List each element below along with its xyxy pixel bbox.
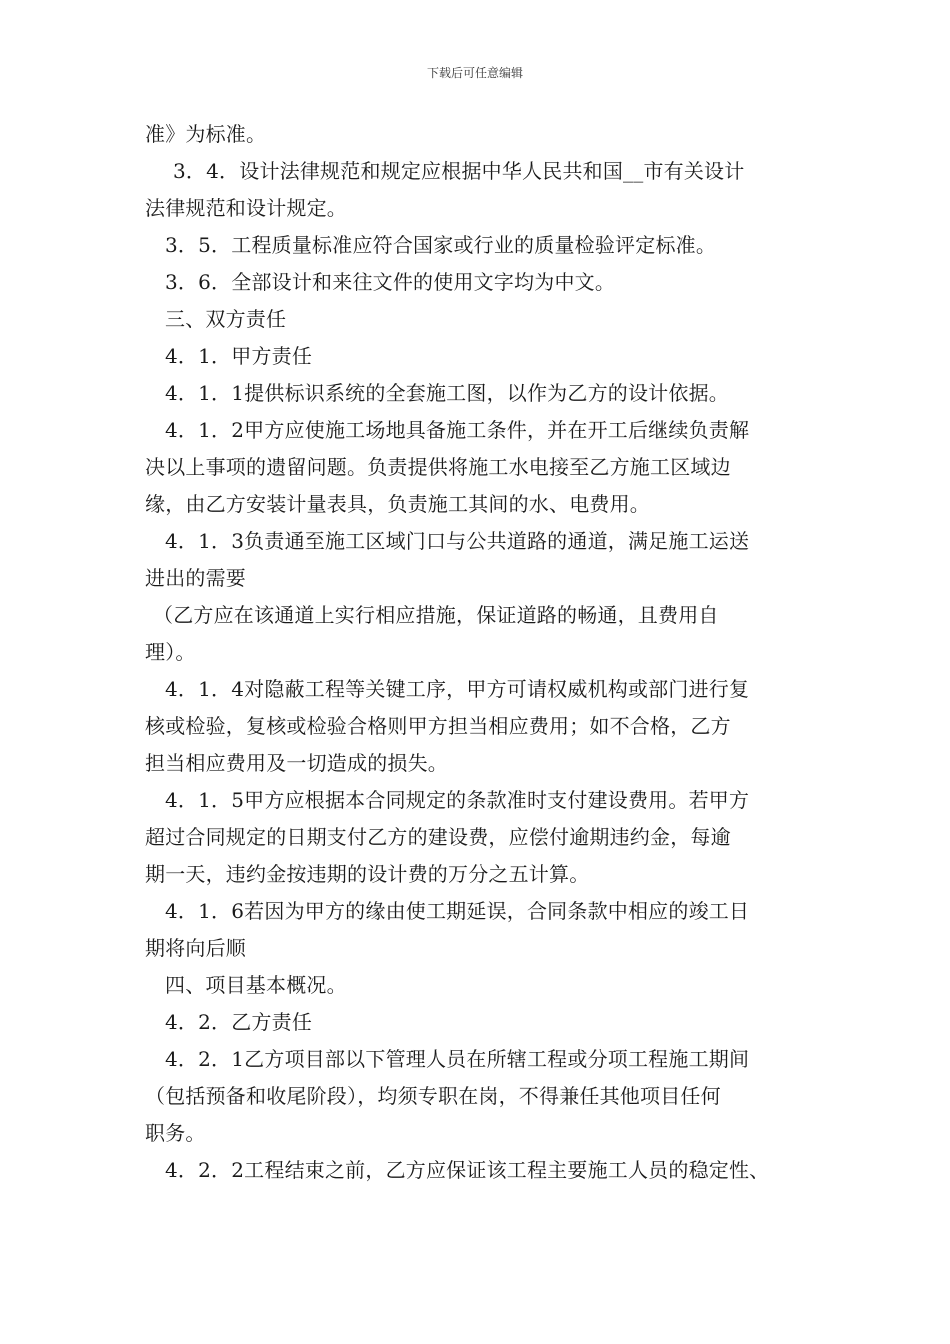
paragraph-line: 期将向后顺 — [145, 936, 246, 960]
clause-4-1-6: 4．1．6若因为甲方的缘由使工期延误，合同条款中相应的竣工日 — [165, 899, 750, 923]
document-body — [145, 116, 817, 1189]
section-heading-4: 四、项目基本概况。 — [165, 973, 347, 997]
paragraph-line: 决以上事项的遗留问题。负责提供将施工水电接至乙方施工区域边 — [145, 455, 731, 479]
section-heading-3: 三、双方责任 — [165, 307, 287, 331]
clause-3-5: 3．5．工程质量标准应符合国家或行业的质量检验评定标准。 — [165, 233, 717, 257]
paragraph-line: （包括预备和收尾阶段），均须专职在岗，不得兼任其他项目任何 — [145, 1084, 721, 1108]
clause-3-4: 3．4．设计法律规范和规定应根据中华人民共和国__市有关设计 — [173, 159, 745, 183]
paragraph-line: 进出的需要 — [145, 566, 246, 590]
paragraph-line: 担当相应费用及一切造成的损失。 — [145, 751, 448, 775]
paragraph-line: 超过合同规定的日期支付乙方的建设费，应偿付逾期违约金，每逾 — [145, 825, 731, 849]
clause-4-1-2: 4．1．2甲方应使施工场地具备施工条件，并在开工后继续负责解 — [165, 418, 750, 442]
clause-4-1-3: 4．1．3负责通至施工区域门口与公共道路的通道，满足施工运送 — [165, 529, 750, 553]
clause-4-1: 4．1．甲方责任 — [165, 344, 313, 368]
paragraph-line: 理）。 — [145, 640, 196, 664]
paragraph-line: 法律规范和设计规定。 — [145, 196, 347, 220]
page-header: 下载后可任意编辑 — [426, 66, 523, 80]
paragraph-line: （乙方应在该通道上实行相应措施，保证道路的畅通，且费用自 — [153, 603, 719, 627]
paragraph-line: 准》为标准。 — [145, 122, 267, 146]
clause-4-2-2: 4．2．2工程结束之前，乙方应保证该工程主要施工人员的稳定性、 — [165, 1158, 770, 1182]
clause-4-1-5: 4．1．5甲方应根据本合同规定的条款准时支付建设费用。若甲方 — [165, 788, 750, 812]
clause-4-1-4: 4．1．4对隐蔽工程等关键工序，甲方可请权威机构或部门进行复 — [165, 677, 750, 701]
clause-4-1-1: 4．1．1提供标识系统的全套施工图，以作为乙方的设计依据。 — [165, 381, 729, 405]
paragraph-line: 核或检验，复核或检验合格则甲方担当相应费用；如不合格，乙方 — [145, 714, 731, 738]
paragraph-line: 职务。 — [145, 1121, 206, 1145]
clause-3-6: 3．6．全部设计和来往文件的使用文字均为中文。 — [165, 270, 616, 294]
paragraph-line: 期一天，违约金按违期的设计费的万分之五计算。 — [145, 862, 590, 886]
clause-4-2-1: 4．2．1乙方项目部以下管理人员在所辖工程或分项工程施工期间 — [165, 1047, 750, 1071]
clause-4-2: 4．2．乙方责任 — [165, 1010, 313, 1034]
paragraph-line: 缘，由乙方安装计量表具，负责施工其间的水、电费用。 — [145, 492, 650, 516]
